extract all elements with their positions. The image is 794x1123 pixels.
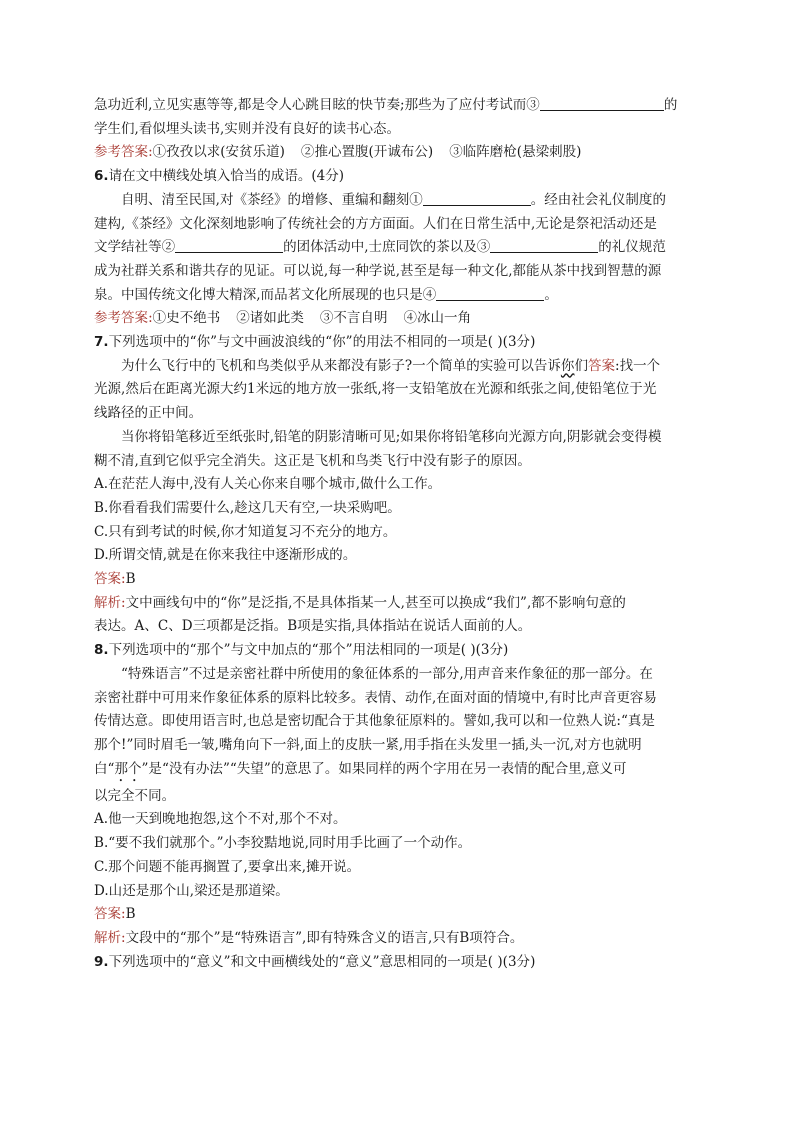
question-number: 9. (94, 953, 109, 970)
text: :找一个 (615, 357, 661, 374)
text: ”是“没有办法”“失望”的意思了。如果同样的两个字用在另一表情的配合里,意义可 (141, 760, 627, 777)
option-c: C.只有到考试的时候,你才知道复习不充分的地方。 (94, 523, 397, 540)
q6-passage-line-1 (94, 189, 696, 213)
option-a: A.在茫茫人海中,没有人关心你来自哪个城市,做什么工作。 (94, 476, 442, 493)
q8-passage-line-4: 那个!”同时眉毛一皱,嘴角向下一斜,面上的皮肤一紧,用手指在头发里一插,头一沉,对方也就明 (94, 736, 642, 753)
q7-analysis-line-1 (94, 592, 696, 616)
text: 的团体活动中,士庶同饮的茶以及③ (283, 239, 491, 256)
answer-1: ①孜孜以求(安贫乐道) (152, 144, 285, 161)
option-b: B.“要不我们就那个。”小李狡黠地说,同时用手比画了一个动作。 (94, 835, 472, 852)
option-a: A.他一天到晚地抱怨,这个不对,那个不对。 (94, 811, 347, 828)
question-9-stem (94, 951, 696, 975)
analysis-text: 文段中的“那个”是“特殊语言”,即有特殊含义的语言,只有B项符合。 (125, 929, 524, 946)
question-number: 8. (94, 642, 109, 659)
answer-label: 答案: (94, 571, 126, 588)
q6-passage-line-5 (94, 284, 696, 308)
question-6-stem (94, 165, 696, 189)
answer-label: 答案: (94, 906, 126, 923)
question-text: 请在文中横线处填入恰当的成语。(4分) (108, 168, 345, 185)
q7-analysis-line-2: 表达。A、C、D三项都是泛指。B项是实指,具体指站在说话人面前的人。 (94, 618, 532, 635)
q6-passage-line-4: 成为社群关系和谐共存的见证。可以说,每一种学说,甚至是每一种文化,都能从茶中找到智慧的源 (94, 262, 662, 279)
question-8-stem (94, 639, 696, 663)
q6-passage-line-3 (94, 236, 696, 260)
text: 急功近利,立见实惠等等,都是令人心跳目眩的快节奏;那些为了应付考试而③ (94, 97, 540, 113)
q7-passage-line-1 (94, 355, 696, 379)
q7-passage-line-5: 糊不清,直到它似乎完全消失。这正是飞机和鸟类飞行中没有影子的原因。 (94, 452, 531, 469)
text: 们 (574, 357, 588, 374)
analysis-text: 文中画线句中的“你”是泛指,不是具体指某一人,甚至可以换成“我们”,都不影响句意的 (125, 594, 626, 611)
option-d: D.山还是那个山,梁还是那道梁。 (94, 882, 289, 899)
answer-4: ④冰山一角 (403, 310, 472, 327)
text: 白“ (94, 760, 115, 777)
q8-passage-line-5 (94, 758, 696, 785)
analysis-label: 解析: (94, 929, 126, 946)
option-d: D.所谓交情,就是在你来我往中逐渐形成的。 (94, 547, 357, 564)
option-b: B.你看看我们需要什么,趁这几天有空,一块采购吧。 (94, 499, 401, 516)
text: 。 (544, 286, 558, 303)
question-text: 下列选项中的“意义”和文中画横线处的“意义”意思相同的一项是( )(3分) (108, 953, 536, 970)
text: 泉。中国传统文化博大精深,而品茗文化所展现的也只是④ (94, 286, 437, 303)
answer-1: ①史不绝书 (152, 310, 221, 327)
q8-analysis-line (94, 927, 696, 951)
text: 的 (663, 97, 678, 113)
page (94, 94, 696, 974)
question-text: 下列选项中的“你”与文中画波浪线的“你”的用法不相同的一项是( )(3分) (108, 334, 536, 351)
dotted-word: 那个 (114, 760, 142, 777)
q8-passage-line-3: 传情达意。即使用语言时,也总是密切配合于其他象征原料的。譬如,我可以和一位熟人说:“真是 (94, 713, 655, 730)
answer-3: ③不言自明 (319, 310, 388, 327)
answer-blank (540, 95, 664, 111)
analysis-label: 解析: (94, 594, 126, 611)
answer-blank (175, 237, 283, 253)
question-text: 下列选项中的“那个”与文中加点的“那个”用法相同的一项是( )(3分) (108, 642, 509, 659)
text: 为什么飞行中的飞机和鸟类似乎从来都没有影子?一个简单的实验可以告诉 (121, 357, 561, 374)
q5-answer-line (94, 141, 696, 165)
wavy-underlined-word: 你 (560, 357, 575, 374)
answer-2: ②推心置腹(开诚布公) (300, 144, 434, 161)
q7-passage-line-3: 线路径的正中间。 (94, 405, 203, 422)
q8-passage-line-6: 以完全不同。 (94, 787, 176, 804)
question-number: 6. (94, 168, 109, 185)
q8-passage-line-1: “特殊语言”不过是亲密社群中所使用的象征体系的一部分,用声音来作象征的那一部分。在 (121, 665, 653, 682)
question-7-stem (94, 331, 696, 355)
text: 文学结社等② (94, 239, 176, 256)
q6-passage-line-2: 建构,《茶经》文化深刻地影响了传统社会的方方面面。人们在日常生活中,无论是祭祀活动还是 (94, 215, 657, 232)
q6-answer-line (94, 307, 696, 331)
answer-label: 参考答案: (94, 144, 153, 161)
answer-blank (436, 285, 544, 301)
q7-passage-line-4: 当你将铅笔移近至纸张时,铅笔的阴影清晰可见;如果你将铅笔移向光源方向,阴影就会变得模 (121, 428, 662, 445)
text: 的礼仪规范 (598, 239, 666, 256)
answer-3: ③临阵磨枪(悬梁刺股) (449, 144, 582, 161)
text: 自明、清至民国,对《茶经》的增修、重编和翻刻① (121, 191, 423, 208)
question-number: 7. (94, 334, 109, 351)
option-c: C.那个问题不能再搁置了,要拿出来,摊开说。 (94, 858, 361, 875)
q7-passage-line-2: 光源,然后在距离光源大约1米远的地方放一张纸,将一支铅笔放在光源和纸张之间,使铅笔位于光 (94, 381, 657, 398)
q5-line-2: 学生们,看似埋头读书,实则并没有良好的读书心态。 (94, 120, 401, 137)
q5-line-1 (94, 94, 696, 118)
answer-2: ②诸如此类 (236, 310, 304, 327)
text: 。经由社会礼仪制度的 (530, 191, 666, 208)
answer-value: B (125, 571, 136, 588)
inline-answer-label: 答案 (587, 357, 616, 374)
q7-answer-line (94, 568, 696, 592)
answer-blank (490, 237, 598, 253)
answer-value: B (125, 906, 136, 923)
answer-blank (423, 190, 531, 206)
answer-label: 参考答案: (94, 310, 153, 327)
q8-passage-line-2: 亲密社群中可用来作象征体系的原料比较多。表情、动作,在面对面的情境中,有时比声音更容易 (94, 689, 657, 706)
q8-answer-line (94, 903, 696, 927)
